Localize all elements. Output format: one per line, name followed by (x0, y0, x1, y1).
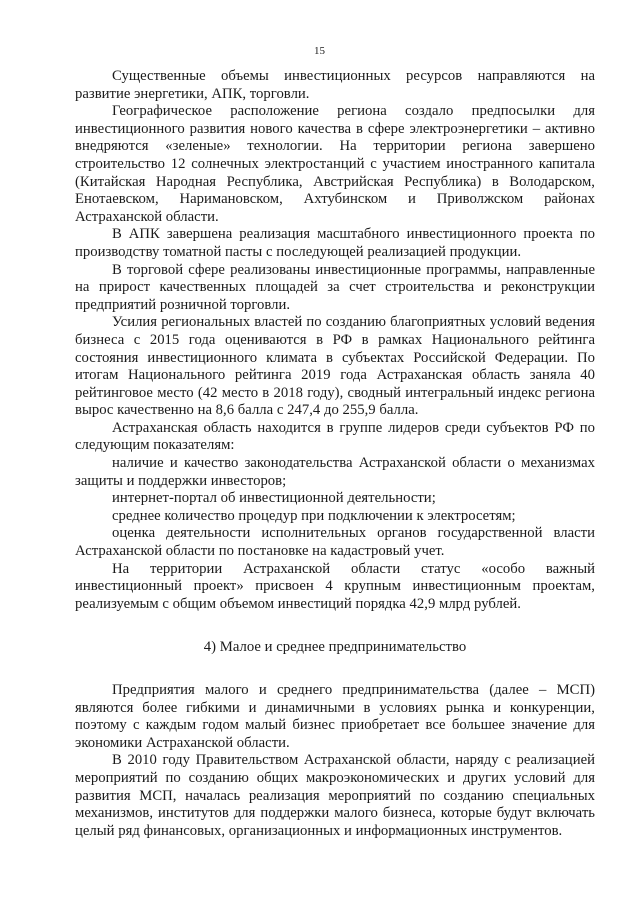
list-item-portal: интернет-портал об инвестиционной деятельности; (112, 490, 436, 507)
paragraph-rating: Усилия региональных властей по созданию благоприятных условий ведения бизнеса с 2015 года оцениваются в РФ в рамках Национального рейтинга состояния инвестиционного климата в субъектах Российской Федерации. По итогам Национального рейтинга 2019 года Астраханская область заняла 40 рейтинговое место (42 место в 2018 году), сводный интегральный индекс региона вырос качественно на 8,6 балла с 247,4 до 255,9 балла. (75, 314, 595, 419)
list-item-procedures: среднее количество процедур при подключении к электросетям; (112, 507, 516, 524)
paragraph-trade: В торговой сфере реализованы инвестиционные программы, направленные на прирост качественных площадей за счет строительства и реконструкции предприятий розничной торговли. (75, 261, 595, 313)
paragraph-sme-support: В 2010 году Правительством Астраханской области, наряду с реализацией мероприятий по созданию общих макроэкономических и других условий для развития МСП, началась реализация мероприятий по созданию специальных механизмов, институтов для поддержки малого бизнеса, которые будут включать целый ряд финансовых, организационных и информационных инструментов. (75, 752, 595, 839)
paragraph-important-projects: На территории Астраханской области статус «особо важный инвестиционный проект» присвоен 4 крупным инвестиционным проектам, реализуемым с общим объемом инвестиций порядка 42,9 млрд рублей. (75, 560, 595, 612)
list-item-cadastral: оценка деятельности исполнительных органов государственной власти Астраханской области по постановке на кадастровый учет. (75, 525, 595, 560)
section-heading: 4) Малое и среднее предпринимательство (203, 639, 467, 656)
document-body (75, 68, 595, 840)
list-item-legislation: наличие и качество законодательства Астраханской области о механизмах защиты и поддержки инвесторов; (75, 455, 595, 489)
paragraph-agro: В АПК завершена реализация масштабного инвестиционного проекта по производству томатной пасты с последующей реализацией продукции. (75, 226, 595, 260)
paragraph-investment-resources: Существенные объемы инвестиционных ресурсов направляются на развитие энергетики, АПК, торговли. (75, 68, 595, 102)
paragraph-sme-flexibility: Предприятия малого и среднего предпринимательства (далее – МСП) являются более гибкими и динамичными в условиях рынка и конкуренции, поэтому с каждым годом малый бизнес приобретает все большее значение для экономики Астраханской области. (75, 682, 595, 751)
page-number: 15 (314, 45, 325, 57)
paragraph-leaders: Астраханская область находится в группе лидеров среди субъектов РФ по следующим показателям: (75, 419, 595, 454)
paragraph-geography: Географическое расположение региона создало предпосылки для инвестиционного развития нового качества в сфере электроэнергетики – активно внедряются «зеленые» технологии. На территории региона завершено строительство 12 солнечных электростанций с участием иностранного капитала (Китайская Народная Республика, Австрийская Республика) в Володарском, Енотаевском, Наримановском, Ахтубинском и Приволжском районах Астраханской области. (75, 103, 595, 225)
